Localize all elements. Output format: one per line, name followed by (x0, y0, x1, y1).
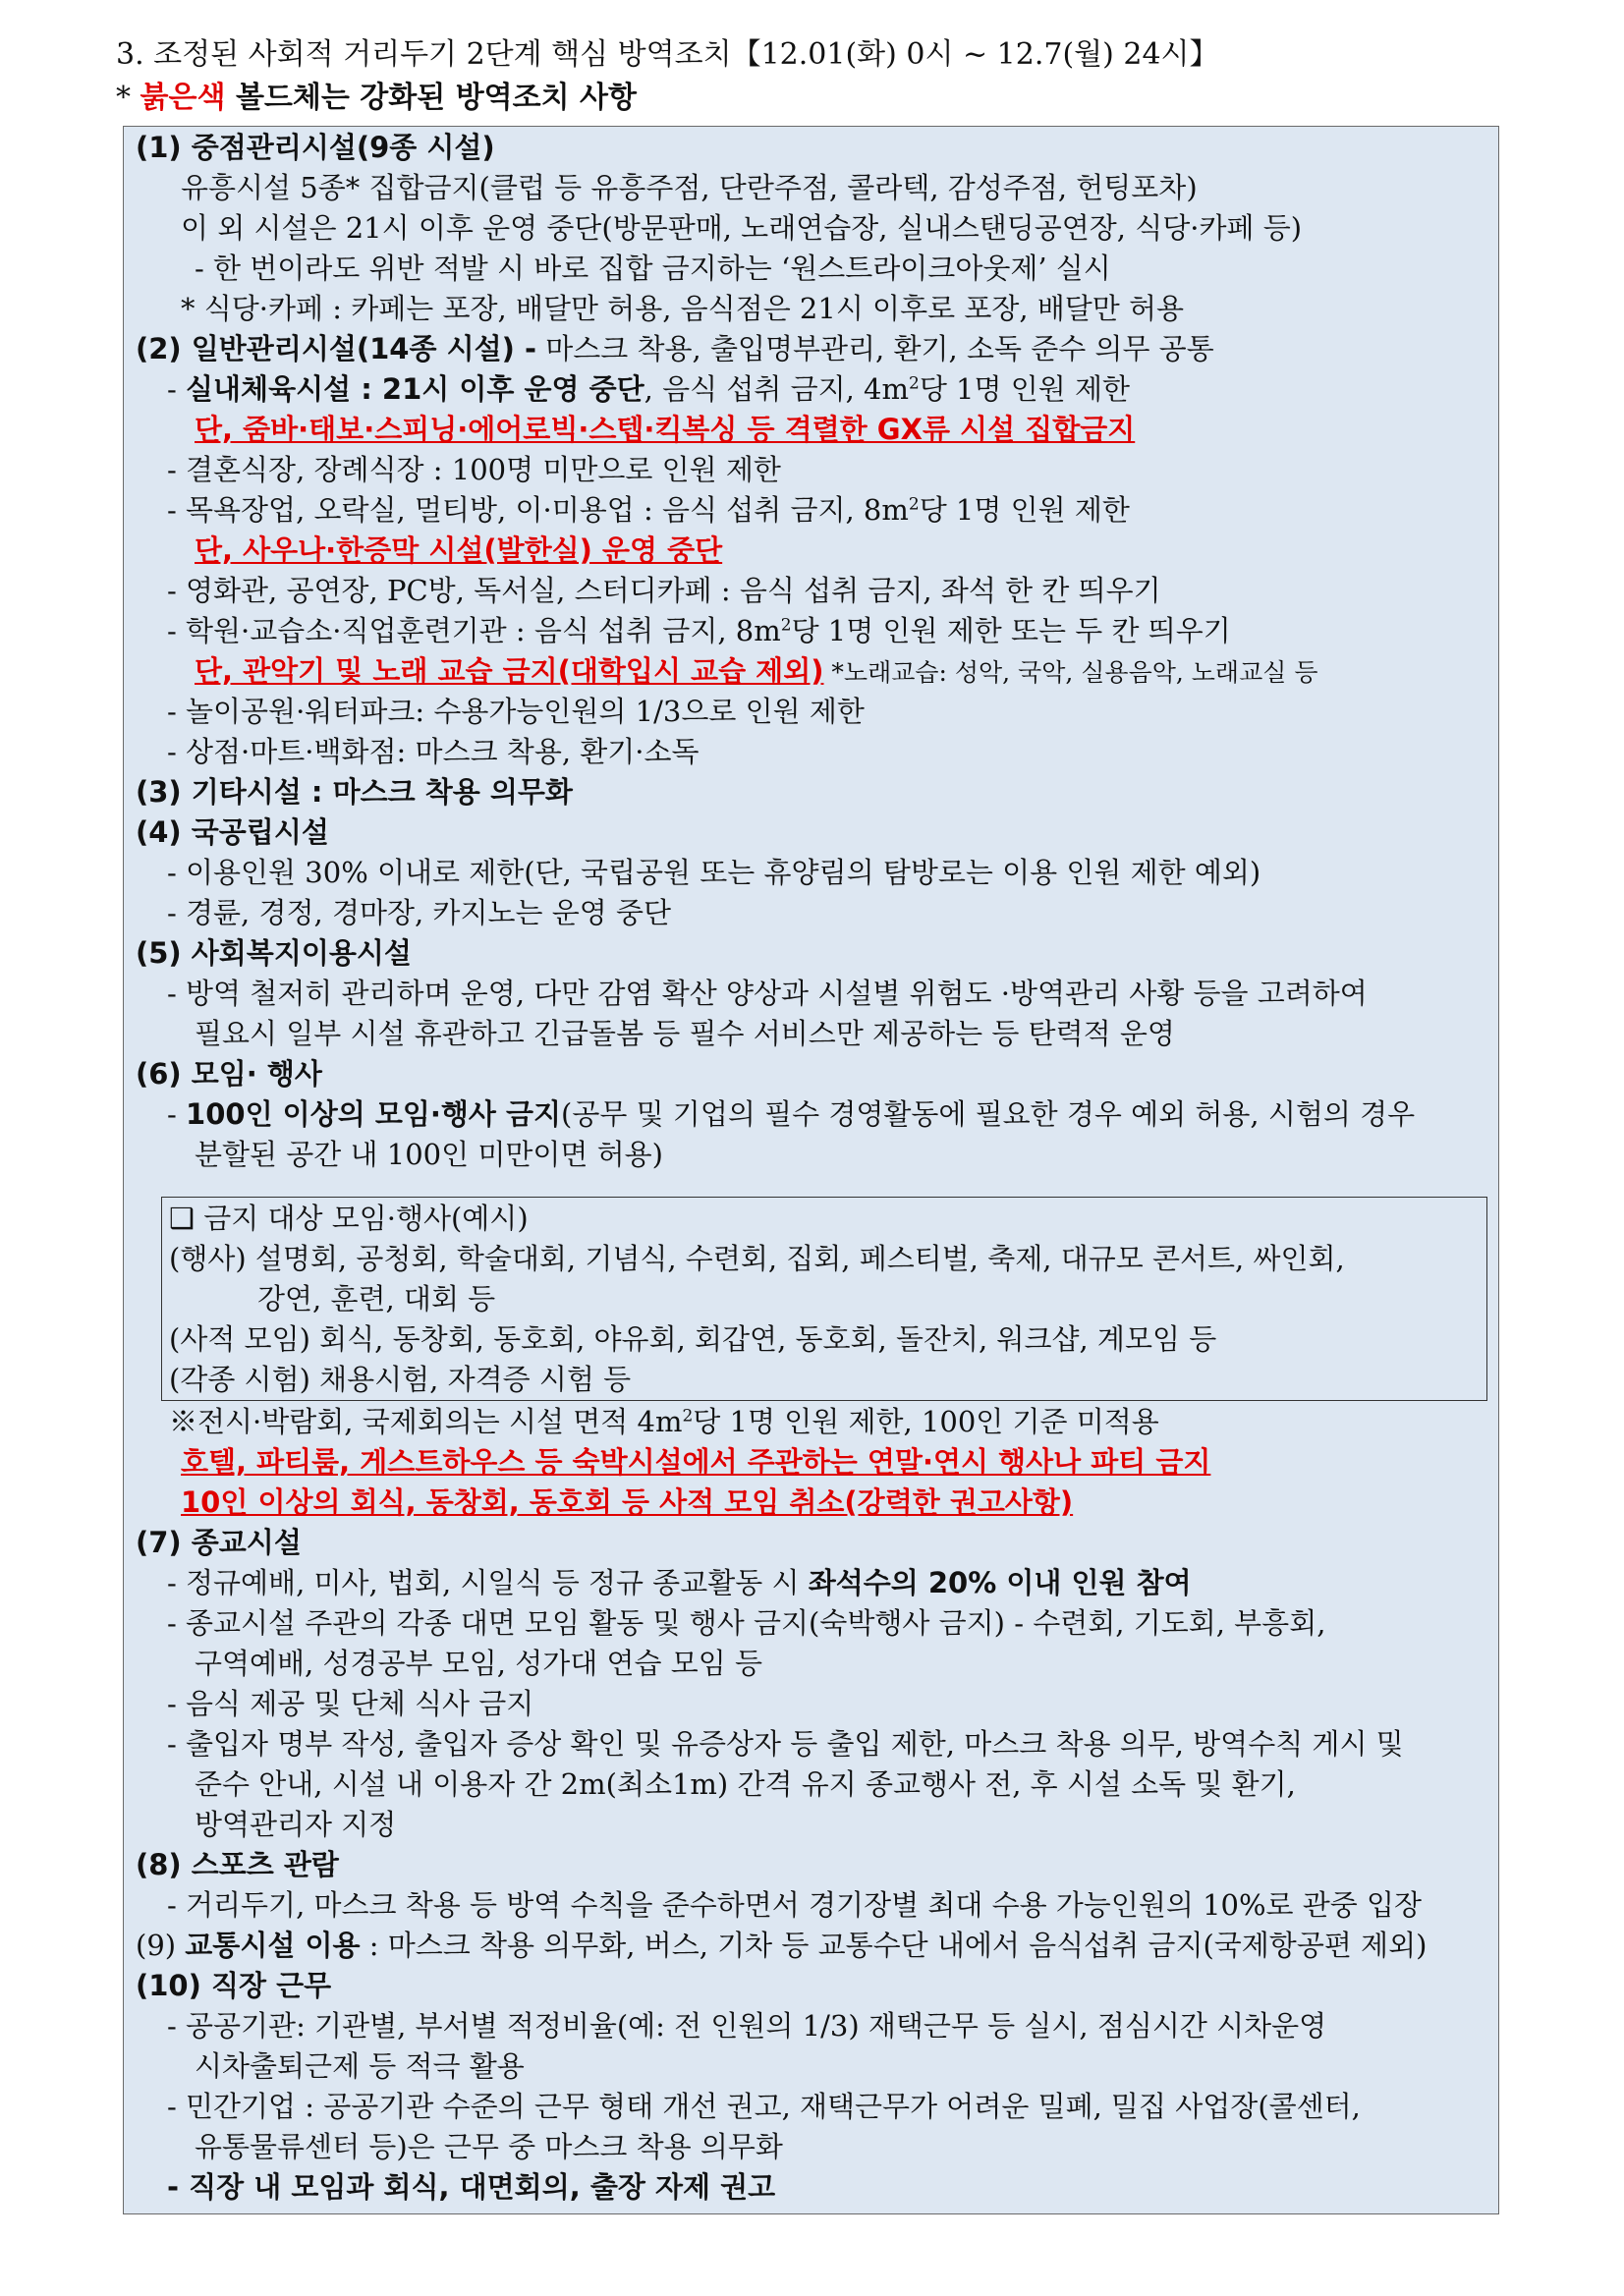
dash: - (167, 372, 187, 406)
note-red-word: 붉은색 (140, 81, 226, 115)
squared: 2 (909, 373, 920, 394)
s2-line-1-rest: , 음식 섭취 금지, 4m (644, 372, 909, 406)
s10-line-1: - 공공기관: 기관별, 부서별 적정비율(예: 전 인원의 1/3) 재택근무 등 실시, 점심시간 시차운영 (167, 2009, 1327, 2043)
box-line-2: 강연, 훈련, 대회 등 (257, 1282, 496, 1316)
s2-line-10: - 상점·마트·백화점: 마스크 착용, 환기·소독 (167, 735, 700, 768)
s4-title: (4) 국공립시설 (136, 815, 329, 849)
s2-title-line (136, 329, 1214, 368)
s6-line-1-bold: 100인 이상의 모임·행사 금지 (186, 1097, 562, 1131)
s6-note-3-red: 10인 이상의 회식, 동창회, 동호회 등 사적 모임 취소(강력한 권고사항) (181, 1485, 1074, 1519)
s1-title: (1) 중점관리시설(9종 시설) (136, 131, 495, 164)
s2-line-4 (167, 490, 1130, 530)
s2-line-8-red: 단, 관악기 및 노래 교습 금지(대학입시 교습 제외) (195, 654, 824, 688)
s7-line-4: - 음식 제공 및 단체 식사 금지 (167, 1687, 534, 1720)
s8-line-1: - 거리두기, 마스크 착용 등 방역 수칙을 준수하면서 경기장별 최대 수용 가능인원의 10%로 관중 입장 (167, 1888, 1423, 1922)
s6-note-1-a: ※전시·박람회, 국제회의는 시설 면적 4m (169, 1405, 683, 1438)
s9-rest: : 마스크 착용 의무화, 버스, 기차 등 교통수단 내에서 음식섭취 금지(국제항공편 제외) (360, 1929, 1428, 1962)
s7-line-1-a: - 정규예배, 미사, 법회, 시일식 등 정규 종교활동 시 (167, 1566, 809, 1599)
s10-title: (10) 직장 근무 (136, 1969, 332, 2002)
s7-line-5: - 출입자 명부 작성, 출입자 증상 확인 및 유증상자 등 출입 제한, 마스크 착용 의무, 방역수칙 게시 및 (167, 1727, 1404, 1761)
s9-line (136, 1926, 1427, 1965)
s10-line-4: 유통물류센터 등)은 근무 중 마스크 착용 의무화 (195, 2130, 783, 2163)
s2-line-3: - 결혼식장, 장례식장 : 100명 미만으로 인원 제한 (167, 453, 781, 486)
s5-line-2: 필요시 일부 시설 휴관하고 긴급돌봄 등 필수 서비스만 제공하는 등 탄력적 운영 (195, 1017, 1175, 1050)
s7-line-3: 구역예배, 성경공부 모임, 성가대 연습 모임 등 (195, 1647, 762, 1680)
box-line-4: (각종 시험) 채용시험, 자격증 시험 등 (169, 1363, 632, 1396)
squared: 2 (908, 494, 920, 515)
s6-note-1-b: 당 1명 인원 제한, 100인 기준 미적용 (693, 1405, 1159, 1438)
s2-line-6: - 영화관, 공연장, PC방, 독서실, 스터디카페 : 음식 섭취 금지, 좌석 한 칸 띄우기 (167, 574, 1161, 607)
s2-line-7-b: 당 1명 인원 제한 또는 두 칸 띄우기 (791, 614, 1231, 647)
s1-line-4: * 식당·카페 : 카페는 포장, 배달만 허용, 음식점은 21시 이후로 포장, 배달만 허용 (181, 292, 1185, 325)
s10-line-5: - 직장 내 모임과 회식, 대면회의, 출장 자제 권고 (167, 2170, 776, 2204)
s5-line-1: - 방역 철저히 관리하며 운영, 다만 감염 확산 양상과 시설별 위험도 ·방역관리 사황 등을 고려하여 (167, 977, 1368, 1010)
s9-num: (9) (136, 1929, 186, 1962)
s2-line-1-bold: 실내체육시설 : 21시 이후 운영 중단 (186, 372, 644, 406)
s3-title: (3) 기타시설 : 마스크 착용 의무화 (136, 775, 573, 809)
s7-line-2: - 종교시설 주관의 각종 대면 모임 활동 및 행사 금지(숙박행사 금지) - 수련회, 기도회, 부흥회, (167, 1606, 1326, 1640)
page-heading: 3. 조정된 사회적 거리두기 2단계 핵심 방역조치【12.01(화) 0시 ~ 12.7(월) 24시】 (116, 37, 1219, 72)
s10-line-2: 시차출퇴근제 등 적극 활용 (195, 2049, 525, 2083)
s7-line-1-bold: 좌석수의 20% 이내 인원 참여 (808, 1566, 1192, 1599)
legend-note (116, 79, 637, 118)
s2-line-8-rest: *노래교습: 성악, 국악, 실용음악, 노래교실 등 (823, 658, 1318, 687)
note-prefix: * (116, 81, 140, 115)
squared: 2 (780, 615, 792, 636)
s8-title: (8) 스포츠 관람 (136, 1848, 339, 1881)
s6-note-1 (169, 1402, 1159, 1441)
s9-bold: 교통시설 이용 (185, 1929, 361, 1962)
dash: - (167, 1097, 187, 1131)
s2-line-1 (167, 369, 1130, 409)
s6-line-2: 분할된 공간 내 100인 미만이면 허용) (195, 1138, 663, 1171)
s2-line-1-end: 당 1명 인원 제한 (919, 372, 1131, 406)
s1-line-3: - 한 번이라도 위반 적발 시 바로 집합 금지하는 ‘원스트라이크아웃제’ 실시 (195, 252, 1111, 285)
s2-line-4-a: - 목욕장업, 오락실, 멀티방, 이·미용업 : 음식 섭취 금지, 8m (167, 493, 909, 527)
s2-line-8 (195, 651, 1317, 693)
s6-line-1 (167, 1094, 1415, 1134)
s7-line-1 (167, 1563, 1192, 1602)
squared: 2 (682, 1406, 694, 1427)
s4-line-2: - 경륜, 경정, 경마장, 카지노는 운영 중단 (167, 896, 671, 929)
s2-line-7 (167, 611, 1231, 650)
s6-line-1-rest: (공무 및 기업의 필수 경영활동에 필요한 경우 예외 허용, 시험의 경우 (561, 1097, 1416, 1131)
s1-line-1: 유흥시설 5종* 집합금지(클럽 등 유흥주점, 단란주점, 콜라텍, 감성주점, 헌팅포차) (181, 171, 1198, 204)
note-rest: 볼드체는 강화된 방역조치 사항 (225, 81, 638, 115)
s6-title: (6) 모임· 행사 (136, 1057, 322, 1091)
box-title: ❑ 금지 대상 모임·행사(예시) (169, 1202, 529, 1235)
s2-title-rest: 마스크 착용, 출입명부관리, 환기, 소독 준수 의무 공통 (536, 332, 1214, 365)
s7-title: (7) 종교시설 (136, 1526, 302, 1559)
s4-line-1: - 이용인원 30% 이내로 제한(단, 국립공원 또는 휴양림의 탐방로는 이용 인원 제한 예외) (167, 856, 1261, 889)
s2-title: (2) 일반관리시설(14종 시설) - (136, 332, 537, 365)
s6-note-2-red: 호텔, 파티룸, 게스트하우스 등 숙박시설에서 주관하는 연말·연시 행사나 파티 금지 (181, 1445, 1211, 1479)
s2-line-2-red: 단, 줌바·태보·스피닝·에어로빅·스텝·킥복싱 등 격렬한 GX류 시설 집합금지 (195, 413, 1136, 446)
s1-line-2: 이 외 시설은 21시 이후 운영 중단(방문판매, 노래연습장, 실내스탠딩공연장, 식당·카페 등) (181, 211, 1303, 245)
box-line-1: (행사) 설명회, 공청회, 학술대회, 기념식, 수련회, 집회, 페스티벌, 축제, 대규모 콘서트, 싸인회, (169, 1242, 1345, 1275)
s2-line-9: - 놀이공원·워터파크: 수용가능인원의 1/3으로 인원 제한 (167, 695, 865, 728)
s5-title: (5) 사회복지이용시설 (136, 936, 412, 970)
s2-line-7-a: - 학원·교습소·직업훈련기관 : 음식 섭취 금지, 8m (167, 614, 781, 647)
s2-line-4-b: 당 1명 인원 제한 (919, 493, 1130, 527)
box-line-3: (사적 모임) 회식, 동창회, 동호회, 야유회, 회갑연, 동호회, 돌잔치, 워크샵, 계모임 등 (169, 1322, 1217, 1356)
s7-line-7: 방역관리자 지정 (195, 1808, 397, 1841)
s10-line-3: - 민간기업 : 공공기관 수준의 근무 형태 개선 권고, 재택근무가 어려운 밀폐, 밀집 사업장(콜센터, (167, 2090, 1361, 2123)
s7-line-6: 준수 안내, 시설 내 이용자 간 2m(최소1m) 간격 유지 종교행사 전, 후 시설 소독 및 환기, (195, 1767, 1296, 1801)
s2-line-5-red: 단, 사우나·한증막 시설(발한실) 운영 중단 (195, 533, 723, 567)
